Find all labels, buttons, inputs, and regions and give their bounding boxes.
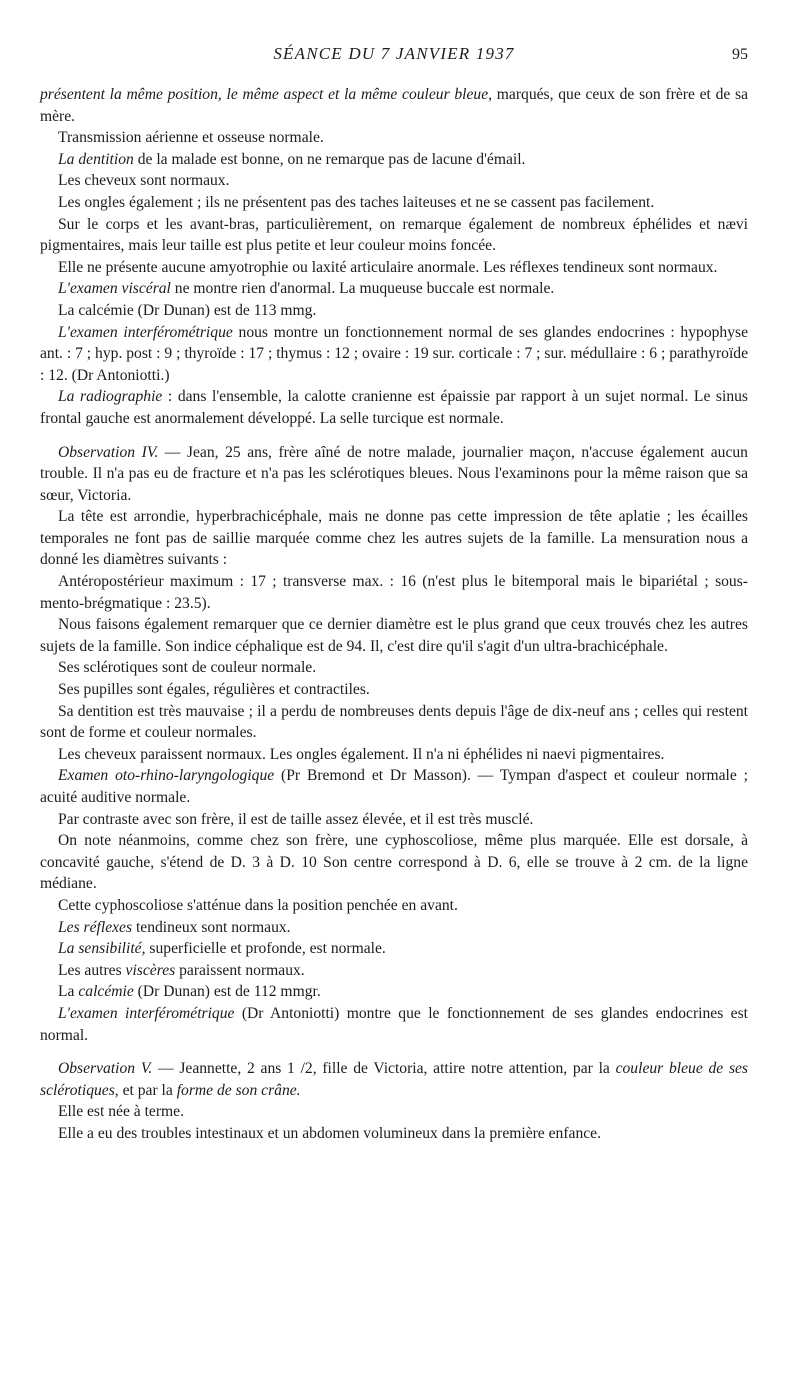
paragraph [40, 1058, 748, 1101]
text-run: marqués, que ceux de son frère et de sa mère. [40, 86, 748, 125]
italic-phrase: La sensibilité, [58, 940, 146, 958]
paragraph [40, 917, 748, 939]
text-run: Cette cyphoscoliose s'atténue dans la position penchée en avant. [58, 896, 458, 914]
paragraph [40, 170, 748, 192]
italic-phrase: Observation IV. [58, 443, 159, 461]
text-run: — Jean, 25 ans, frère aîné de notre malade, journalier maçon, n'accuse également aucun trouble. Il n'a pas eu de fracture et n'a pas les sclérotiques bleues. Nous l'examinons pour la même raison que sa sœur, Victoria. [40, 443, 748, 504]
paragraph [40, 300, 748, 322]
text-run: Sa dentition est très mauvaise ; il a perdu de nombreuses dents depuis l'âge de dix-neuf ans ; celles qui restent sont de forme et couleur normales. [40, 702, 748, 742]
text-run: Les ongles également ; ils ne présentent pas des taches laiteuses et ne se cassent pas facilement. [58, 193, 655, 211]
paragraph [40, 386, 748, 429]
italic-phrase: Les réflexes [58, 918, 133, 936]
paragraph [40, 442, 748, 507]
text-run: et par la [118, 1081, 177, 1099]
paragraph [40, 257, 748, 279]
page-header [40, 44, 748, 84]
italic-phrase: L'examen viscéral [58, 280, 171, 298]
text-run: de la malade est bonne, on ne remarque pas de lacune d'émail. [133, 150, 526, 168]
paragraph [40, 149, 748, 171]
paragraph [40, 679, 748, 701]
text-run: On note néanmoins, comme chez son frère, une cyphoscoliose, même plus marquée. Elle est dorsale, à concavité gauche, s'étend de D. 3 à D. 10 Son centre correspond à D. 6, elle se trouve à 2 cm. de la ligne médiane. [40, 832, 748, 893]
paragraph [40, 278, 748, 300]
paragraph [40, 938, 748, 960]
text-run: Ses pupilles sont égales, régulières et contractiles. [58, 681, 370, 699]
text-run: Les autres [58, 961, 126, 979]
italic-phrase: L'examen interférométrique [58, 1004, 235, 1022]
text-run: paraissent normaux. [175, 961, 305, 979]
italic-phrase: présentent la même position, le même aspect et la même couleur bleue, [40, 86, 493, 103]
italic-phrase: La radiographie [58, 388, 163, 406]
text-run: Les cheveux sont normaux. [58, 172, 230, 190]
text-run: Sur le corps et les avant-bras, particulièrement, on remarque également de nombreux éphélides et nævi pigmentaires, mais leur taille est plus petite et leur couleur moins foncée. [40, 215, 748, 255]
text-run: La [58, 983, 79, 1001]
paragraph [40, 895, 748, 917]
text-run: (Pr Bremond et Dr Masson). — Tympan d'aspect et couleur normale ; acuité auditive normale. [40, 767, 748, 806]
text-run: Nous faisons également remarquer que ce dernier diamètre est le plus grand que ceux trouvés chez les autres sujets de la famille. Son indice céphalique est de 94. Il, c'est dire qu'il s'agit d'un ultra-brachicéphale. [40, 616, 748, 655]
paragraph [40, 744, 748, 766]
paragraph [40, 571, 748, 614]
text-run: Elle est née à terme. [58, 1103, 184, 1121]
italic-phrase: viscères [125, 961, 176, 979]
text-run: La calcémie (Dr Dunan) est de 113 mmg. [58, 301, 317, 319]
text-run: ne montre rien d'anormal. La muqueuse buccale est normale. [170, 280, 555, 298]
italic-phrase: calcémie [78, 983, 134, 1001]
paragraph [40, 1101, 748, 1123]
running-title: SÉANCE DU 7 JANVIER 1937 [273, 44, 515, 63]
paragraph [40, 214, 748, 257]
text-run: (Dr Dunan) est de 112 mmgr. [133, 983, 321, 1001]
text-run: La tête est arrondie, hyperbrachicéphale, mais ne donne pas cette impression de tête aplatie ; les écailles temporales ne font pas de saillie marquée comme chez les autres sujets de la famille. La mensuration nous a donné les diamètres suivants : [40, 508, 748, 569]
paragraph [40, 127, 748, 149]
text-run: — Jeannette, 2 ans 1 /2, fille de Victoria, attire notre attention, par la [152, 1060, 616, 1078]
page-number: 95 [732, 46, 748, 63]
text-run: superficielle et profonde, est normale. [145, 940, 386, 958]
paragraph [40, 84, 748, 127]
text-run: : dans l'ensemble, la calotte cranienne est épaissie par rapport à un sujet normal. Le sinus frontal gauche est anormalement développé. La selle turcique est normale. [40, 388, 748, 427]
italic-phrase: couleur bleue de ses sclérotiques, [40, 1060, 748, 1099]
paragraph [40, 657, 748, 679]
paragraph [40, 1123, 748, 1145]
italic-phrase: L'examen interférométrique [58, 323, 233, 341]
paragraph [40, 981, 748, 1003]
paragraph [40, 960, 748, 982]
text-run: Elle a eu des troubles intestinaux et un abdomen volumineux dans la première enfance. [58, 1124, 602, 1142]
paragraph [40, 1003, 748, 1046]
paragraph [40, 809, 748, 831]
body-text [40, 84, 748, 1145]
paragraph [40, 765, 748, 808]
text-run: nous montre un fonctionnement normal de ses glandes endocrines : hypophyse ant. : 7 ; hyp. post : 9 ; thyroïde : 17 ; thymus : 12 ; ovaire : 19 sur. corticale : 7 ; sur. médullaire : 6 ; parathyroïde : 12. (Dr Antoniotti.) [40, 323, 749, 384]
paragraph [40, 701, 748, 744]
text-run: Par contraste avec son frère, il est de taille assez élevée, et il est très musclé. [58, 810, 534, 828]
italic-phrase: Observation V. [58, 1060, 153, 1078]
paragraph [40, 322, 748, 387]
italic-phrase: Examen oto-rhino-laryngologique [58, 767, 275, 785]
italic-phrase: forme de son crâne. [176, 1081, 301, 1099]
paragraph [40, 506, 748, 571]
paragraph [40, 614, 748, 657]
italic-phrase: La dentition [58, 150, 134, 168]
paragraph [40, 830, 748, 895]
paragraph [40, 192, 748, 214]
text-run: tendineux sont normaux. [132, 918, 291, 936]
text-run: Antéropostérieur maximum : 17 ; transverse max. : 16 (n'est plus le bitemporal mais le bipariétal ; sous-mento-brégmatique : 23.5). [40, 573, 748, 612]
text-run: Les cheveux paraissent normaux. Les ongles également. Il n'a ni éphélides ni naevi pigmentaires. [58, 745, 665, 763]
text-run: (Dr Antoniotti) montre que le fonctionnement de ses glandes endocrines est normal. [40, 1004, 748, 1044]
text-run: Elle ne présente aucune amyotrophie ou laxité articulaire anormale. Les réflexes tendineux sont normaux. [58, 258, 718, 276]
text-run: Transmission aérienne et osseuse normale. [58, 129, 324, 147]
text-run: Ses sclérotiques sont de couleur normale. [58, 659, 317, 677]
